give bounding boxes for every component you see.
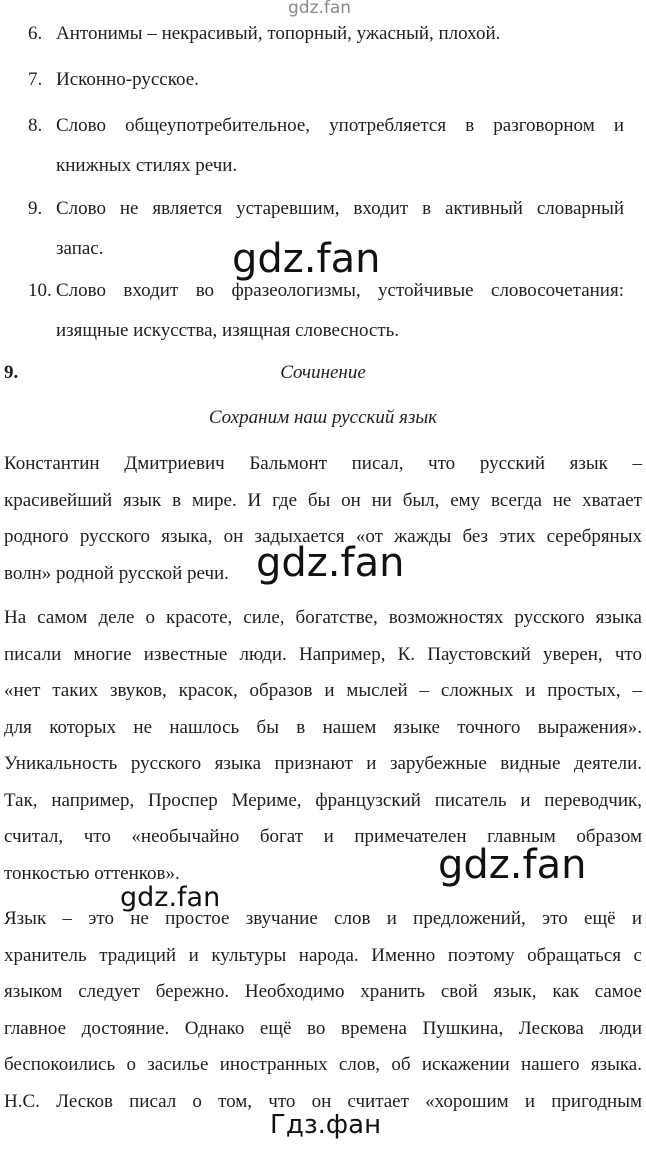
paragraph-line: считал, что «необычайно богат и примечателен главным образом — [4, 826, 642, 847]
list-item — [24, 60, 624, 100]
list-item — [24, 106, 624, 186]
list-item — [24, 14, 624, 54]
list-item-line: Антонимы – некрасивый, топорный, ужасный, плохой. — [56, 23, 501, 44]
paragraph-line: беспокоились о засилье иностранных слов, об искажении нашего языка. — [4, 1054, 642, 1075]
paragraph-line: тонкостью оттенков». — [4, 862, 180, 884]
paragraph-line: языком следует бережно. Необходимо хранить свой язык, как самое — [4, 981, 642, 1002]
list-item-line: Слово входит во фразеологизмы, устойчивые словосочетания: — [56, 280, 624, 301]
list-item — [24, 189, 624, 269]
list-item — [24, 271, 624, 351]
watermark-mid: gdz.fan — [256, 540, 405, 586]
list-item-line: Исконно-русское. — [56, 69, 199, 90]
paragraph-line: родного русского языка, он задыхается «от жажды без этих серебряных — [4, 526, 642, 547]
list-item-line: книжных стилях речи. — [56, 155, 238, 176]
watermark-small: gdz.fan — [120, 882, 221, 913]
paragraph-line: главное достояние. Однако ещё во времена Пушкина, Лескова люди — [4, 1017, 642, 1039]
essay-genre: Сочинение — [280, 362, 366, 383]
list-item-line: изящные искусства, изящная словесность. — [56, 320, 400, 341]
watermark-footer: Гдз.фан — [270, 1110, 382, 1140]
paragraph-line: «нет таких звуков, красок, образов и мыслей – сложных и простых, – — [4, 680, 642, 701]
paragraph-line: красивейший язык в мире. И где бы он ни был, ему всегда не хватает — [4, 489, 642, 511]
essay-paragraph — [4, 446, 642, 592]
list-item-number: 8. — [28, 115, 43, 136]
list-item-line: Слово общеупотребительное, употребляется в разговорном и — [56, 115, 624, 136]
list-item-number: 9. — [28, 198, 43, 219]
paragraph-line: для которых не нашлось бы в нашем языке точного выражения». — [4, 716, 642, 738]
essay-paragraph — [4, 600, 642, 892]
paragraph-line: На самом деле о красоте, силе, богатстве, возможностях русского языка — [4, 607, 642, 628]
paragraph-line: волн» родной русской речи. — [4, 562, 229, 584]
task-number: 9. — [4, 362, 19, 383]
list-item-number: 10. — [28, 280, 52, 301]
paragraph-line: Н.С. Лесков писал о том, что он считает «хорошим и пригодным — [4, 1090, 642, 1112]
paragraph-line: хранитель традиций и культуры народа. Именно поэтому обращаться с — [4, 944, 642, 966]
paragraph-line: писали многие известные люди. Например, К. Паустовский уверен, что — [4, 643, 642, 665]
watermark-mid: gdz.fan — [232, 236, 381, 282]
watermark-top: gdz.fan — [288, 0, 352, 18]
paragraph-line: Так, например, Проспер Мериме, французский писатель и переводчик, — [4, 789, 642, 811]
paragraph-line: Язык – это не простое звучание слов и предложений, это ещё и — [4, 908, 642, 929]
paragraph-line: Уникальность русского языка признают и зарубежные видные деятели. — [4, 753, 642, 774]
essay-title: Сохраним наш русский язык — [208, 407, 438, 428]
watermark-mid: gdz.fan — [438, 842, 587, 888]
list-item-number: 6. — [28, 23, 43, 44]
paragraph-line: Константин Дмитриевич Бальмонт писал, что русский язык – — [4, 453, 642, 474]
list-item-number: 7. — [28, 69, 43, 90]
essay-paragraph — [4, 901, 642, 1120]
list-item-line: запас. — [56, 238, 104, 259]
list-item-line: Слово не является устаревшим, входит в активный словарный — [56, 198, 624, 219]
